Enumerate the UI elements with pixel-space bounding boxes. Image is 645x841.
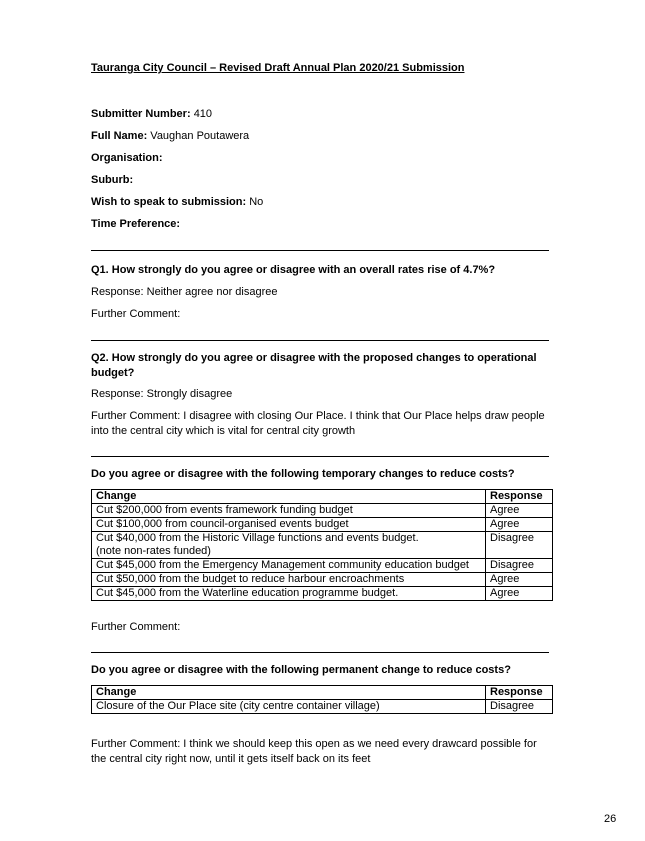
suburb-field (91, 174, 133, 186)
q1-question: Q1. How strongly do you agree or disagree with an overall rates rise of 4.7%? (91, 264, 496, 276)
change-cell: Cut $200,000 from events framework funding budget (92, 504, 486, 518)
header-response: Response (486, 490, 553, 504)
temporary-changes-table (91, 489, 553, 601)
field-label: Full Name: (91, 130, 148, 142)
field-value: 410 (193, 108, 213, 120)
field-label: Submitter Number: (91, 108, 191, 120)
table-row (92, 587, 553, 601)
header-change: Change (92, 490, 486, 504)
field-label: Wish to speak to submission: (91, 196, 247, 208)
divider (91, 250, 549, 251)
table-row (92, 700, 553, 714)
wish-to-speak-field (91, 196, 263, 208)
change-cell: Cut $45,000 from the Emergency Management community education budget (92, 559, 486, 573)
table-row (92, 518, 553, 532)
q2-response: Response: Strongly disagree (91, 388, 233, 400)
response-cell: Agree (486, 504, 553, 518)
response-cell: Disagree (486, 559, 553, 573)
divider (91, 340, 549, 341)
table-row (92, 559, 553, 573)
change-cell: Closure of the Our Place site (city centre container village) (92, 700, 486, 714)
response-cell: Agree (486, 573, 553, 587)
full-name-field (91, 130, 249, 142)
change-cell: Cut $100,000 from council-organised events budget (92, 518, 486, 532)
permanent-change-table (91, 685, 553, 714)
change-cell: Cut $45,000 from the Waterline education programme budget. (92, 587, 486, 601)
response-cell: Disagree (486, 532, 553, 559)
permanent-question: Do you agree or disagree with the following permanent change to reduce costs? (91, 664, 511, 676)
change-text: Cut $40,000 from the Historic Village functions and events budget. (96, 532, 419, 544)
table-header-row (92, 490, 553, 504)
temporary-question: Do you agree or disagree with the following temporary changes to reduce costs? (91, 468, 515, 480)
q2-question: Q2. How strongly do you agree or disagree with the proposed changes to operational budget? (91, 352, 537, 379)
q1-response: Response: Neither agree nor disagree (91, 286, 278, 298)
response-cell: Disagree (486, 700, 553, 714)
table-row (92, 504, 553, 518)
q2-comment: Further Comment: I disagree with closing Our Place. I think that Our Place helps draw people into the central city which is vital for central city growth (91, 410, 545, 437)
time-preference-field (91, 218, 180, 230)
organisation-field (91, 152, 163, 164)
field-label: Organisation: (91, 152, 163, 164)
table-header-row (92, 686, 553, 700)
table-row (92, 532, 553, 559)
change-cell (92, 532, 486, 559)
submitter-number-field (91, 108, 212, 120)
table-row (92, 573, 553, 587)
q1-comment: Further Comment: (91, 308, 181, 320)
header-response: Response (486, 686, 553, 700)
page-number: 26 (604, 813, 617, 825)
field-value: No (249, 196, 264, 208)
response-cell: Agree (486, 587, 553, 601)
temporary-comment: Further Comment: (91, 621, 181, 633)
divider (91, 652, 549, 653)
field-value: Vaughan Poutawera (150, 130, 250, 142)
change-cell: Cut $50,000 from the budget to reduce harbour encroachments (92, 573, 486, 587)
field-label: Time Preference: (91, 218, 181, 230)
document-title: Tauranga City Council – Revised Draft Annual Plan 2020/21 Submission (91, 62, 465, 74)
header-change: Change (92, 686, 486, 700)
permanent-comment: Further Comment: I think we should keep this open as we need every drawcard possible for the central city right now, until it gets itself back on its feet (91, 738, 537, 765)
change-note: (note non-rates funded) (96, 545, 211, 557)
divider (91, 456, 549, 457)
response-cell: Agree (486, 518, 553, 532)
field-label: Suburb: (91, 174, 134, 186)
